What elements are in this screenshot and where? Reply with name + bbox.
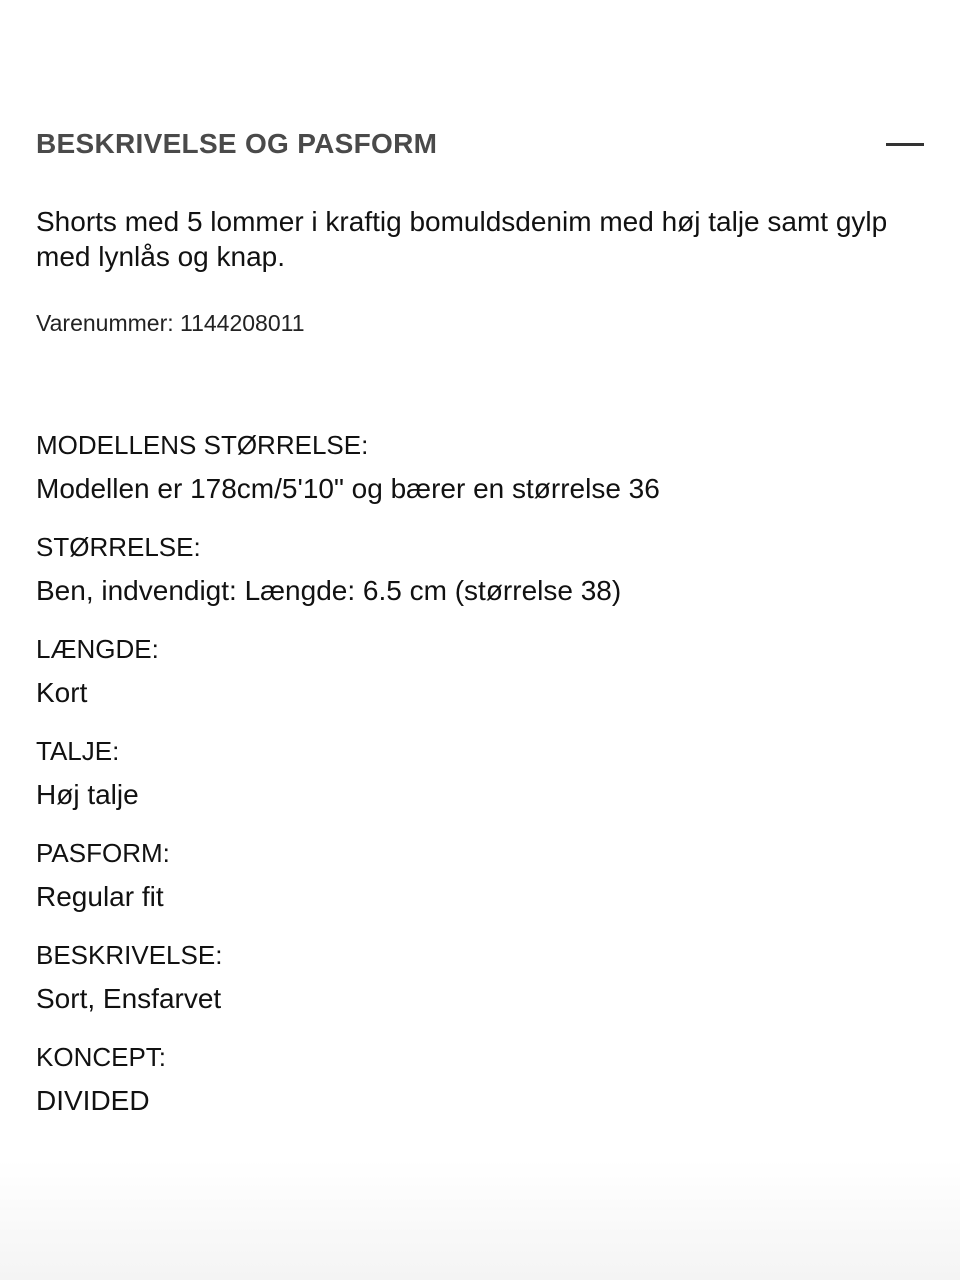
spec-label: TALJE: bbox=[36, 736, 120, 766]
spec-value: Høj talje bbox=[36, 779, 139, 810]
spec-value: Ben, indvendigt: Længde: 6.5 cm (størrelse 38) bbox=[36, 575, 622, 606]
spec-label: STØRRELSE: bbox=[36, 532, 201, 562]
spec-label: KONCEPT: bbox=[36, 1042, 167, 1072]
spec-concept bbox=[36, 1043, 900, 1118]
spec-fit bbox=[36, 839, 900, 914]
spec-waist bbox=[36, 737, 900, 812]
product-description: Shorts med 5 lommer i kraftig bomuldsdenim med høj talje samt gylp med lynlås og knap. bbox=[36, 206, 888, 272]
section-title: BESKRIVELSE OG PASFORM bbox=[36, 128, 438, 159]
spec-value: Kort bbox=[36, 677, 88, 708]
spec-label: MODELLENS STØRRELSE: bbox=[36, 430, 369, 460]
spec-label: BESKRIVELSE: bbox=[36, 940, 223, 970]
spec-label: LÆNGDE: bbox=[36, 634, 159, 664]
spec-description bbox=[36, 941, 900, 1016]
spec-value: DIVIDED bbox=[36, 1085, 150, 1116]
article-number: Varenummer: 1144208011 bbox=[36, 310, 305, 336]
spec-value: Modellen er 178cm/5'10" og bærer en størrelse 36 bbox=[36, 473, 660, 504]
spec-model-size bbox=[36, 431, 900, 506]
spec-value: Regular fit bbox=[36, 881, 164, 912]
accordion-header-description-fit[interactable] bbox=[36, 122, 924, 166]
spec-length bbox=[36, 635, 900, 710]
minus-icon[interactable] bbox=[886, 122, 924, 166]
spec-size bbox=[36, 533, 900, 608]
spec-label: PASFORM: bbox=[36, 838, 170, 868]
spec-list bbox=[36, 431, 900, 1118]
spec-value: Sort, Ensfarvet bbox=[36, 983, 222, 1014]
bottom-fade bbox=[0, 1160, 960, 1280]
minus-icon-bar bbox=[886, 143, 924, 146]
accordion-content bbox=[36, 204, 900, 1145]
